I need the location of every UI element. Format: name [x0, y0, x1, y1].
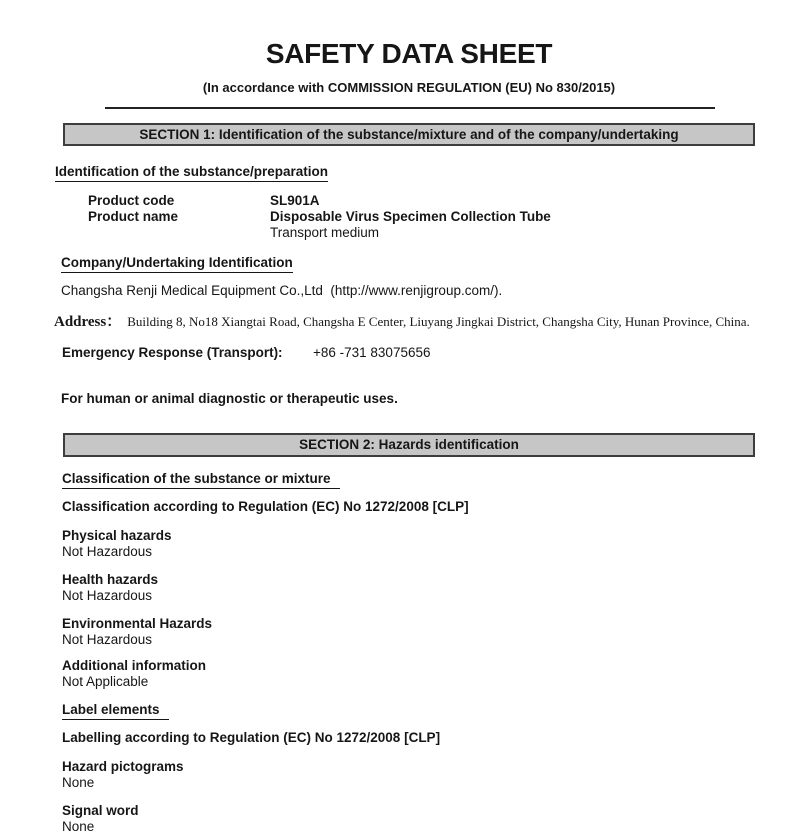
address-value: Building 8, No18 Xiangtai Road, Changsha E Center, Liuyang Jingkai District, Changsha City, Hunan Province, China. [127, 314, 750, 329]
classification-heading [62, 470, 340, 489]
labelling-regulation-line: Labelling according to Regulation (EC) No 1272/2008 [CLP] [62, 730, 441, 745]
label-elements-heading [62, 701, 169, 720]
section-1-header-bar [63, 123, 755, 146]
label-group-pictograms [62, 759, 184, 790]
product-name-secondary: Transport medium [270, 225, 380, 240]
hazard-group-label: Health hazards [62, 572, 159, 587]
hazard-group-label: Environmental Hazards [62, 616, 213, 631]
section-2-header-label: SECTION 2: Hazards identification [299, 437, 519, 452]
label-group-label: Signal word [62, 803, 139, 818]
hazard-group-value: Not Hazardous [62, 587, 153, 603]
label-group-value: None [62, 818, 95, 834]
identification-heading-text: Identification of the substance/preparation [55, 164, 328, 182]
classification-regulation-line: Classification according to Regulation (EC) No 1272/2008 [CLP] [62, 499, 469, 514]
product-name-label: Product name [88, 209, 179, 224]
label-group-label: Hazard pictograms [62, 759, 184, 774]
address-label: Address： [54, 314, 122, 330]
hazard-group-additional [62, 658, 206, 689]
document-title: SAFETY DATA SHEET [265, 38, 553, 69]
label-group-signal-word [62, 803, 139, 834]
hazard-group-value: Not Hazardous [62, 543, 153, 559]
hazard-group-environmental [62, 616, 212, 647]
product-code-label: Product code [88, 193, 175, 208]
emergency-response-label: Emergency Response (Transport): [62, 345, 283, 360]
classification-heading-text: Classification of the substance or mixture [62, 471, 340, 489]
intended-use-statement: For human or animal diagnostic or therapeutic uses. [61, 391, 398, 406]
label-group-value: None [62, 774, 95, 790]
identification-heading [55, 163, 328, 182]
address-line [54, 313, 750, 331]
hazard-group-health [62, 572, 158, 603]
divider-rule [105, 107, 715, 109]
product-code-value: SL901A [270, 193, 320, 208]
hazard-group-value: Not Applicable [62, 673, 149, 689]
hazard-group-label: Physical hazards [62, 528, 172, 543]
section-1-header-label: SECTION 1: Identification of the substance/mixture and of the company/undertaking [139, 127, 679, 142]
document-subtitle: (In accordance with COMMISSION REGULATION (EU) No 830/2015) [202, 80, 616, 95]
label-elements-heading-text: Label elements [62, 702, 169, 720]
hazard-group-label: Additional information [62, 658, 206, 673]
hazard-group-value: Not Hazardous [62, 631, 153, 647]
hazard-group-physical [62, 528, 172, 559]
company-heading-text: Company/Undertaking Identification [61, 255, 293, 273]
company-heading [61, 254, 293, 273]
section-2-header-bar [63, 433, 755, 457]
company-name-line: Changsha Renji Medical Equipment Co.,Ltd (http://www.renjigroup.com/). [61, 283, 503, 298]
emergency-response-value: +86 -731 83075656 [313, 345, 431, 360]
product-name-value: Disposable Virus Specimen Collection Tube [270, 209, 551, 224]
